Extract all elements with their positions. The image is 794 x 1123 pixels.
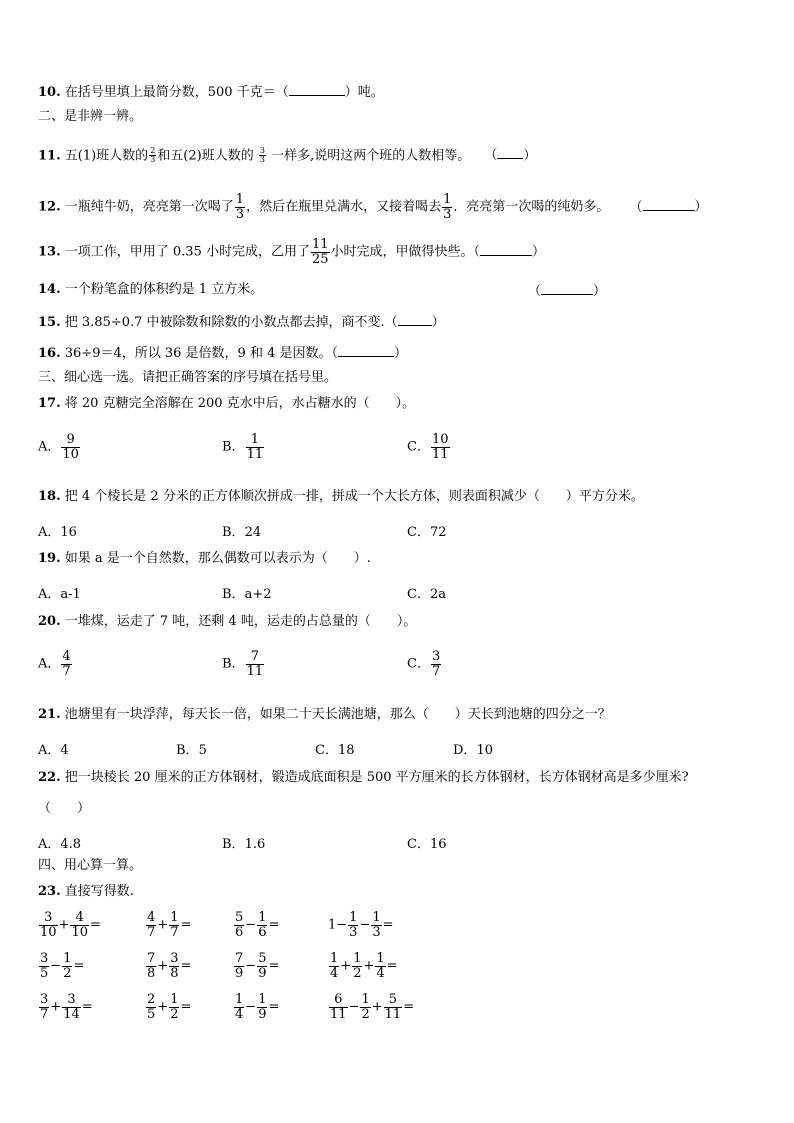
question-19: [38, 552, 371, 565]
operator: 1−: [328, 917, 348, 933]
section-heading-3: 三、细心选一选。请把正确答案的序号填在括号里。: [38, 370, 338, 385]
fraction: $\frac{4}{7}$: [147, 910, 156, 940]
calc-expression: [38, 993, 93, 1021]
fraction: $\frac{1}{6}$: [258, 910, 267, 940]
paren-open: （: [528, 284, 542, 299]
calc-expression: [145, 952, 191, 980]
option-c[interactable]: C．16: [407, 837, 447, 852]
fraction: $\frac{3}{8}$: [170, 951, 179, 981]
option-a[interactable]: A．4.8: [38, 837, 82, 852]
answer-blank[interactable]: [541, 283, 593, 295]
question-text: 五(1)班人数的: [64, 148, 149, 164]
fraction: $\frac{3}{7}$: [40, 992, 49, 1022]
question-text: 在括号里填上最简分数，500 千克＝（: [64, 85, 289, 100]
fraction: $\frac{3}{5}$: [40, 951, 49, 981]
operator: =: [386, 958, 398, 974]
fraction: $\frac{2}{5}$: [147, 992, 156, 1022]
fraction: $\frac{1}{2}$: [63, 951, 72, 981]
question-text: 把 4 个棱长是 2 分米的正方体顺次拼成一排，拼成一个大长方体，则表面积减少（ ）平方分米。: [64, 489, 644, 504]
answer-paren: [528, 283, 606, 298]
operator: =: [403, 999, 415, 1015]
fraction: $\frac{7}{9}$: [235, 951, 244, 981]
fraction: $\frac{1}{7}$: [170, 910, 179, 940]
operator: =: [268, 999, 280, 1015]
option-a[interactable]: A．4: [38, 743, 69, 758]
question-23: [38, 885, 134, 898]
option-b[interactable]: B．5: [176, 743, 207, 758]
operator: +: [340, 958, 352, 974]
question-14: [38, 283, 263, 296]
paren-close: ）: [431, 315, 445, 330]
operator: +: [363, 958, 375, 974]
answer-blank[interactable]: [497, 147, 523, 159]
question-text: 一样多,说明这两个班的人数相等。: [271, 148, 471, 164]
question-text: 一堆煤，运走了 7 吨，还剩 4 吨，运走的占总量的（ ）。: [64, 614, 417, 629]
question-text: ）吨。: [344, 85, 384, 100]
question-number: 18.: [38, 489, 61, 504]
fraction: $\frac{1}{2}$: [353, 951, 362, 981]
option-c[interactable]: C． $\frac{3}{7}$: [407, 649, 441, 679]
paren-close: ）: [694, 199, 708, 215]
question-16: [38, 345, 407, 360]
question-text: 一瓶纯牛奶，亮亮第一次喝了: [64, 199, 234, 215]
question-number: 17.: [38, 396, 61, 411]
calc-expression: [145, 911, 191, 939]
question-15: [38, 314, 445, 329]
calc-expression: [38, 952, 84, 980]
fraction: $\frac{1}{4}$: [330, 951, 339, 981]
question-number: 11.: [38, 148, 61, 164]
operator: −: [348, 999, 360, 1015]
fraction: $\frac{6}{11}$: [330, 992, 347, 1022]
operator: =: [382, 917, 394, 933]
fraction: $\frac{3}{14}$: [63, 992, 80, 1022]
option-b[interactable]: B． $\frac{7}{11}$: [222, 649, 264, 679]
question-number: 14.: [38, 282, 61, 297]
operator: =: [180, 958, 192, 974]
operator: =: [268, 958, 280, 974]
operator: −: [245, 958, 257, 974]
fraction: $\frac{2}{3}$: [150, 146, 156, 165]
question-13: [38, 238, 545, 266]
fraction: $\frac{1}{3}$: [235, 192, 245, 222]
fraction: $\frac{7}{11}$: [246, 649, 264, 679]
question-text: 一个粉笔盒的体积约是 1 立方米。: [64, 282, 264, 297]
fraction: $\frac{9}{10}$: [62, 432, 79, 462]
question-21: [38, 708, 611, 721]
question-text: 池塘里有一块浮萍，每天长一倍，如果二十天长满池塘，那么（ ）天长到池塘的四分之一？: [64, 707, 611, 722]
question-text: 小时完成，甲做得快些。（: [330, 244, 481, 260]
calc-expression: [328, 911, 394, 939]
operator: +: [157, 958, 169, 974]
question-number: 22.: [38, 770, 61, 785]
fraction: $\frac{1}{4}$: [235, 992, 244, 1022]
option-c[interactable]: C．2a: [407, 587, 446, 602]
question-10: [38, 84, 384, 99]
operator: −: [359, 917, 371, 933]
fraction: $\frac{5}{11}$: [384, 992, 402, 1022]
fraction: $\frac{1}{4}$: [376, 951, 385, 981]
question-18: [38, 490, 644, 503]
question-12: [38, 193, 708, 221]
option-a[interactable]: A．16: [38, 525, 77, 540]
calc-expression: [328, 993, 414, 1021]
fraction: $\frac{1}{2}$: [170, 992, 179, 1022]
operator: =: [81, 999, 93, 1015]
question-20: [38, 615, 416, 628]
answer-blank[interactable]: [289, 84, 345, 96]
fraction: $\frac{1}{3}$: [349, 910, 358, 940]
section-heading-4: 四、用心算一算。: [38, 858, 143, 873]
option-b[interactable]: B．24: [222, 525, 262, 540]
fraction: $\frac{1}{3}$: [372, 910, 381, 940]
paren-close: ）: [593, 284, 607, 299]
answer-blank[interactable]: [480, 244, 532, 256]
operator: =: [90, 917, 101, 933]
fraction: $\frac{1}{11}$: [246, 432, 264, 462]
option-d[interactable]: D．10: [453, 743, 493, 758]
option-a[interactable]: A． $\frac{9}{10}$: [38, 432, 79, 462]
calc-expression: [233, 911, 279, 939]
question-number: 16.: [38, 346, 61, 361]
operator: −: [50, 958, 62, 974]
operator: +: [58, 917, 70, 933]
option-b[interactable]: B． $\frac{1}{11}$: [222, 432, 264, 462]
fraction: $\frac{10}{11}$: [431, 432, 449, 462]
operator: +: [50, 999, 62, 1015]
operator: =: [180, 999, 192, 1015]
operator: +: [157, 999, 169, 1015]
operator: −: [245, 917, 257, 933]
question-number: 23.: [38, 884, 61, 899]
question-text: 36÷9＝4，所以 36 是倍数，9 和 4 是因数。（: [64, 346, 338, 361]
question-text: 直接写得数.: [64, 884, 134, 899]
question-22: [38, 771, 689, 784]
option-b[interactable]: B．1.6: [222, 837, 266, 852]
fraction: $\frac{3}{7}$: [431, 649, 441, 679]
question-text: 如果 a 是一个自然数，那么偶数可以表示为（ ）.: [64, 551, 371, 566]
operator: −: [245, 999, 257, 1015]
answer-blank[interactable]: [338, 345, 394, 357]
fraction: $\frac{11}{25}$: [311, 237, 329, 267]
operator: =: [73, 958, 85, 974]
question-number: 12.: [38, 199, 61, 215]
question-text: 将 20 克糖完全溶解在 200 克水中后，水占糖水的（ ）。: [64, 396, 416, 411]
operator: +: [157, 917, 169, 933]
operator: =: [268, 917, 280, 933]
question-text: 和五(2)班人数的: [157, 148, 254, 164]
answer-blank[interactable]: [643, 199, 695, 211]
question-text: ，然后在瓶里兑满水，又接着喝去: [246, 199, 442, 215]
fraction: $\frac{3}{10}$: [40, 910, 57, 940]
fraction: $\frac{4}{10}$: [71, 910, 88, 940]
operator: =: [180, 917, 192, 933]
paren-open: （: [484, 148, 498, 164]
fraction: $\frac{1}{2}$: [361, 992, 370, 1022]
question-number: 15.: [38, 315, 61, 330]
fraction: $\frac{5}{9}$: [258, 951, 267, 981]
question-text: 一项工作，甲用了 0.35 小时完成，乙用了: [64, 244, 310, 260]
section-heading-2: 二、是非辨一辨。: [38, 109, 143, 124]
answer-paren[interactable]: （ ）: [38, 801, 91, 816]
paren-close: ）: [523, 148, 537, 164]
calc-expression: [38, 911, 101, 939]
operator: +: [371, 999, 383, 1015]
fraction: $\frac{4}{7}$: [62, 649, 71, 679]
answer-blank[interactable]: [398, 314, 432, 326]
fraction: $\frac{7}{8}$: [147, 951, 156, 981]
option-c[interactable]: C．18: [315, 743, 355, 758]
calc-expression: [233, 993, 279, 1021]
paren-open: （: [629, 199, 643, 215]
calc-expression: [233, 952, 279, 980]
question-number: 13.: [38, 244, 61, 260]
option-a[interactable]: A．a-1: [38, 587, 81, 602]
question-number: 21.: [38, 707, 61, 722]
question-17: [38, 397, 415, 410]
fraction: $\frac{1}{3}$: [443, 192, 452, 222]
calc-expression: [328, 952, 398, 980]
paren-close: ）: [532, 244, 546, 260]
question-number: 19.: [38, 551, 61, 566]
option-c[interactable]: C． $\frac{10}{11}$: [407, 432, 449, 462]
fraction: $\frac{3}{3}$: [259, 146, 265, 165]
option-c[interactable]: C．72: [407, 525, 447, 540]
question-number: 20.: [38, 614, 61, 629]
question-number: 10.: [38, 85, 61, 100]
paren-close: ）: [394, 346, 408, 361]
option-a[interactable]: A． $\frac{4}{7}$: [38, 649, 71, 679]
calc-expression: [145, 993, 191, 1021]
option-b[interactable]: B．a+2: [222, 587, 272, 602]
fraction: $\frac{1}{9}$: [258, 992, 267, 1022]
question-text: 把一块棱长 20 厘米的正方体钢材，锻造成底面积是 500 平方厘米的长方体钢材，长方体钢材高是多少厘米?: [64, 770, 689, 785]
fraction: $\frac{5}{6}$: [235, 910, 244, 940]
question-text: ．亮亮第一次喝的纯奶多。: [453, 199, 610, 215]
question-text: 把 3.85÷0.7 中被除数和除数的小数点都去掉，商不变.（: [64, 315, 398, 330]
question-11: [38, 147, 536, 165]
